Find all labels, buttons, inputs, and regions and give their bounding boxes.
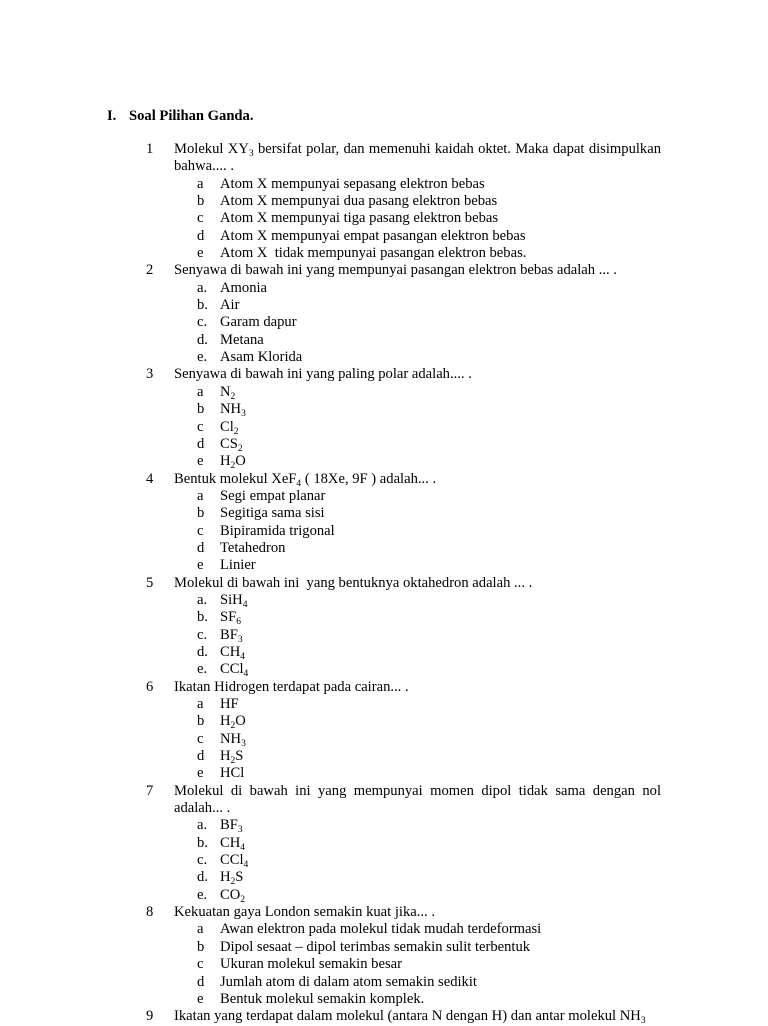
section-number: I. [107, 108, 117, 124]
answer-option [146, 314, 661, 331]
answer-option [146, 869, 661, 886]
answer-option [146, 765, 661, 782]
section-heading [107, 107, 254, 125]
answer-option [146, 713, 661, 730]
answer-option [146, 817, 661, 834]
option-letter: a [197, 383, 204, 400]
option-letter: c [197, 210, 204, 227]
option-letter: d. [197, 869, 208, 886]
question-item [146, 262, 661, 366]
answer-option [146, 627, 661, 644]
option-letter: e [197, 765, 204, 782]
option-text: $H_2S$ [220, 748, 244, 767]
answer-option [146, 436, 661, 453]
option-text: Garam dapur [220, 314, 297, 331]
question-number: 9 [146, 1008, 154, 1025]
answer-option [146, 349, 661, 366]
option-letter: d [197, 539, 205, 556]
question-text: Senyawa di bawah ini yang paling polar adalah.... . [174, 366, 472, 383]
option-letter: e [197, 245, 204, 262]
option-text: Bentuk molekul semakin komplek. [220, 990, 425, 1007]
question-text: Kekuatan gaya London semakin kuat jika... . [174, 904, 435, 921]
answer-option [146, 210, 661, 227]
answer-option [146, 921, 661, 938]
option-letter: c [197, 522, 204, 539]
option-text: Segi empat planar [220, 487, 326, 504]
question-text: Ikatan yang terdapat dalam molekul (antara N dengan H) dan antar molekul $NH_3$ [174, 1008, 646, 1026]
option-letter: c. [197, 852, 208, 869]
option-letter: a. [197, 591, 208, 608]
answer-option [146, 401, 661, 418]
option-text: HF [220, 696, 239, 712]
question-number: 1 [146, 141, 154, 157]
answer-option [146, 193, 661, 210]
question-text: Bentuk molekul XeF$_4$ ( 18Xe, 9F ) adalah... . [174, 470, 437, 489]
option-text: Air [220, 297, 240, 314]
option-letter: e. [197, 661, 208, 678]
question-text: Molekul $XY_3$ bersifat polar, dan memenuhi kaidah oktet. Maka dapat disimpulkan bahwa.... . [174, 141, 661, 175]
question-number: 8 [146, 904, 154, 921]
question-text: Molekul di bawah ini yang mempunyai momen dipol tidak sama dengan nol adalah... . [174, 782, 661, 817]
question-number: 6 [146, 678, 154, 695]
option-text: $CH_4$ [220, 643, 246, 662]
answer-option [146, 540, 661, 557]
option-letter: b [197, 505, 205, 522]
option-text: Tetahedron [220, 539, 286, 556]
answer-option [146, 228, 661, 245]
answer-options [146, 921, 661, 1008]
answer-option [146, 887, 661, 904]
option-letter: e [197, 990, 204, 1007]
answer-option [146, 176, 661, 193]
option-text: Atom X mempunyai tiga pasang elektron bebas [220, 210, 499, 227]
option-letter: d [197, 748, 205, 765]
option-text: SiH$_4$ [220, 591, 248, 610]
question-item [146, 1008, 661, 1025]
answer-option [146, 956, 661, 973]
option-letter: e [197, 453, 204, 470]
option-text: $N_2$ [220, 383, 236, 402]
question-item [146, 679, 661, 783]
answer-option [146, 644, 661, 661]
option-letter: b [197, 193, 205, 210]
answer-option [146, 661, 661, 678]
option-letter: a. [197, 817, 208, 834]
answer-options [146, 488, 661, 575]
option-letter: b. [197, 609, 208, 626]
option-text: Atom X mempunyai empat pasangan elektron bebas [220, 227, 526, 244]
option-letter: d. [197, 643, 208, 660]
option-text: Awan elektron pada molekul tidak mudah terdeformasi [220, 921, 542, 938]
option-text: $NH_3$ [220, 401, 246, 420]
option-letter: a [197, 921, 204, 938]
option-letter: b. [197, 297, 208, 314]
answer-options [146, 592, 661, 679]
option-text: $H_2S$ [220, 869, 244, 888]
question-number: 3 [146, 366, 154, 383]
answer-option [146, 731, 661, 748]
option-letter: b [197, 713, 205, 730]
question-number: 5 [146, 574, 154, 591]
answer-option [146, 939, 661, 956]
answer-option [146, 332, 661, 349]
answer-option [146, 453, 661, 470]
option-text: Asam Klorida [220, 349, 303, 366]
option-text: Atom X mempunyai sepasang elektron bebas [220, 175, 485, 192]
option-letter: c. [197, 626, 208, 643]
option-letter: b [197, 401, 205, 418]
option-letter: a. [197, 279, 208, 296]
option-text: Segitiga sama sisi [220, 505, 325, 522]
answer-options [146, 696, 661, 783]
option-text: $CH_4$ [220, 834, 246, 853]
answer-option [146, 696, 661, 713]
option-text: Linier [220, 557, 256, 574]
option-text: Bipiramida trigonal [220, 522, 335, 539]
option-text: $BF_3$ [220, 626, 243, 645]
option-text: $BF_3$ [220, 817, 243, 836]
answer-option [146, 835, 661, 852]
option-letter: d [197, 227, 205, 244]
section-title: Soal Pilihan Ganda. [129, 108, 254, 124]
question-item [146, 141, 661, 262]
question-number: 2 [146, 262, 154, 279]
option-text: Dipol sesaat – dipol terimbas semakin sulit terbentuk [220, 938, 531, 955]
option-letter: b [197, 938, 205, 955]
question-item [146, 904, 661, 1008]
option-letter: a [197, 487, 204, 504]
question-number: 7 [146, 782, 154, 799]
option-letter: a [197, 175, 204, 192]
answer-options [146, 817, 661, 904]
option-text: Ukuran molekul semakin besar [220, 956, 402, 973]
option-text: $NH_3$ [220, 730, 246, 749]
answer-option [146, 488, 661, 505]
answer-options [146, 280, 661, 367]
answer-option [146, 852, 661, 869]
option-text: Amonia [220, 279, 268, 296]
answer-option [146, 419, 661, 436]
answer-option [146, 505, 661, 522]
question-list [146, 141, 661, 1026]
option-text: Jumlah atom di dalam atom semakin sedikit [220, 973, 477, 990]
option-text: Atom X mempunyai dua pasang elektron bebas [220, 193, 498, 210]
answer-options [146, 176, 661, 263]
answer-option [146, 280, 661, 297]
option-letter: e. [197, 349, 208, 366]
option-letter: d [197, 435, 205, 452]
question-text: Senyawa di bawah ini yang mempunyai pasangan elektron bebas adalah ... . [174, 262, 617, 279]
option-letter: b. [197, 834, 208, 851]
question-item [146, 783, 661, 904]
question-item [146, 575, 661, 679]
option-text: $Cl_2$ [220, 418, 239, 437]
option-letter: d. [197, 331, 208, 348]
option-letter: c [197, 418, 204, 435]
option-letter: e. [197, 886, 208, 903]
answer-option [146, 557, 661, 574]
answer-option [146, 748, 661, 765]
option-letter: a [197, 696, 204, 712]
answer-option [146, 609, 661, 626]
question-number: 4 [146, 470, 154, 487]
question-item [146, 366, 661, 470]
option-text: CCl$_4$ [220, 661, 249, 680]
question-item [146, 471, 661, 575]
option-text: $CS_2$ [220, 435, 243, 454]
answer-option [146, 384, 661, 401]
answer-options [146, 384, 661, 471]
answer-option [146, 245, 661, 262]
answer-option [146, 991, 661, 1008]
answer-option [146, 592, 661, 609]
option-text: $CO_2$ [220, 886, 246, 905]
option-text: $H_2O$ [220, 713, 246, 732]
option-letter: c. [197, 314, 208, 331]
question-text: Molekul di bawah ini yang bentuknya oktahedron adalah ... . [174, 574, 533, 591]
answer-option [146, 974, 661, 991]
option-letter: c [197, 956, 204, 973]
option-text: HCl [220, 765, 245, 782]
answer-option [146, 523, 661, 540]
option-text: CCl$_4$ [220, 852, 249, 871]
option-letter: e [197, 557, 204, 574]
option-text: $SF_6$ [220, 609, 241, 628]
option-text: Atom X tidak mempunyai pasangan elektron bebas. [220, 245, 527, 262]
option-letter: c [197, 730, 204, 747]
answer-option [146, 297, 661, 314]
option-text: Metana [220, 331, 264, 348]
option-letter: d [197, 973, 205, 990]
question-text: Ikatan Hidrogen terdapat pada cairan... . [174, 678, 409, 695]
option-text: $H_2O$ [220, 453, 246, 472]
